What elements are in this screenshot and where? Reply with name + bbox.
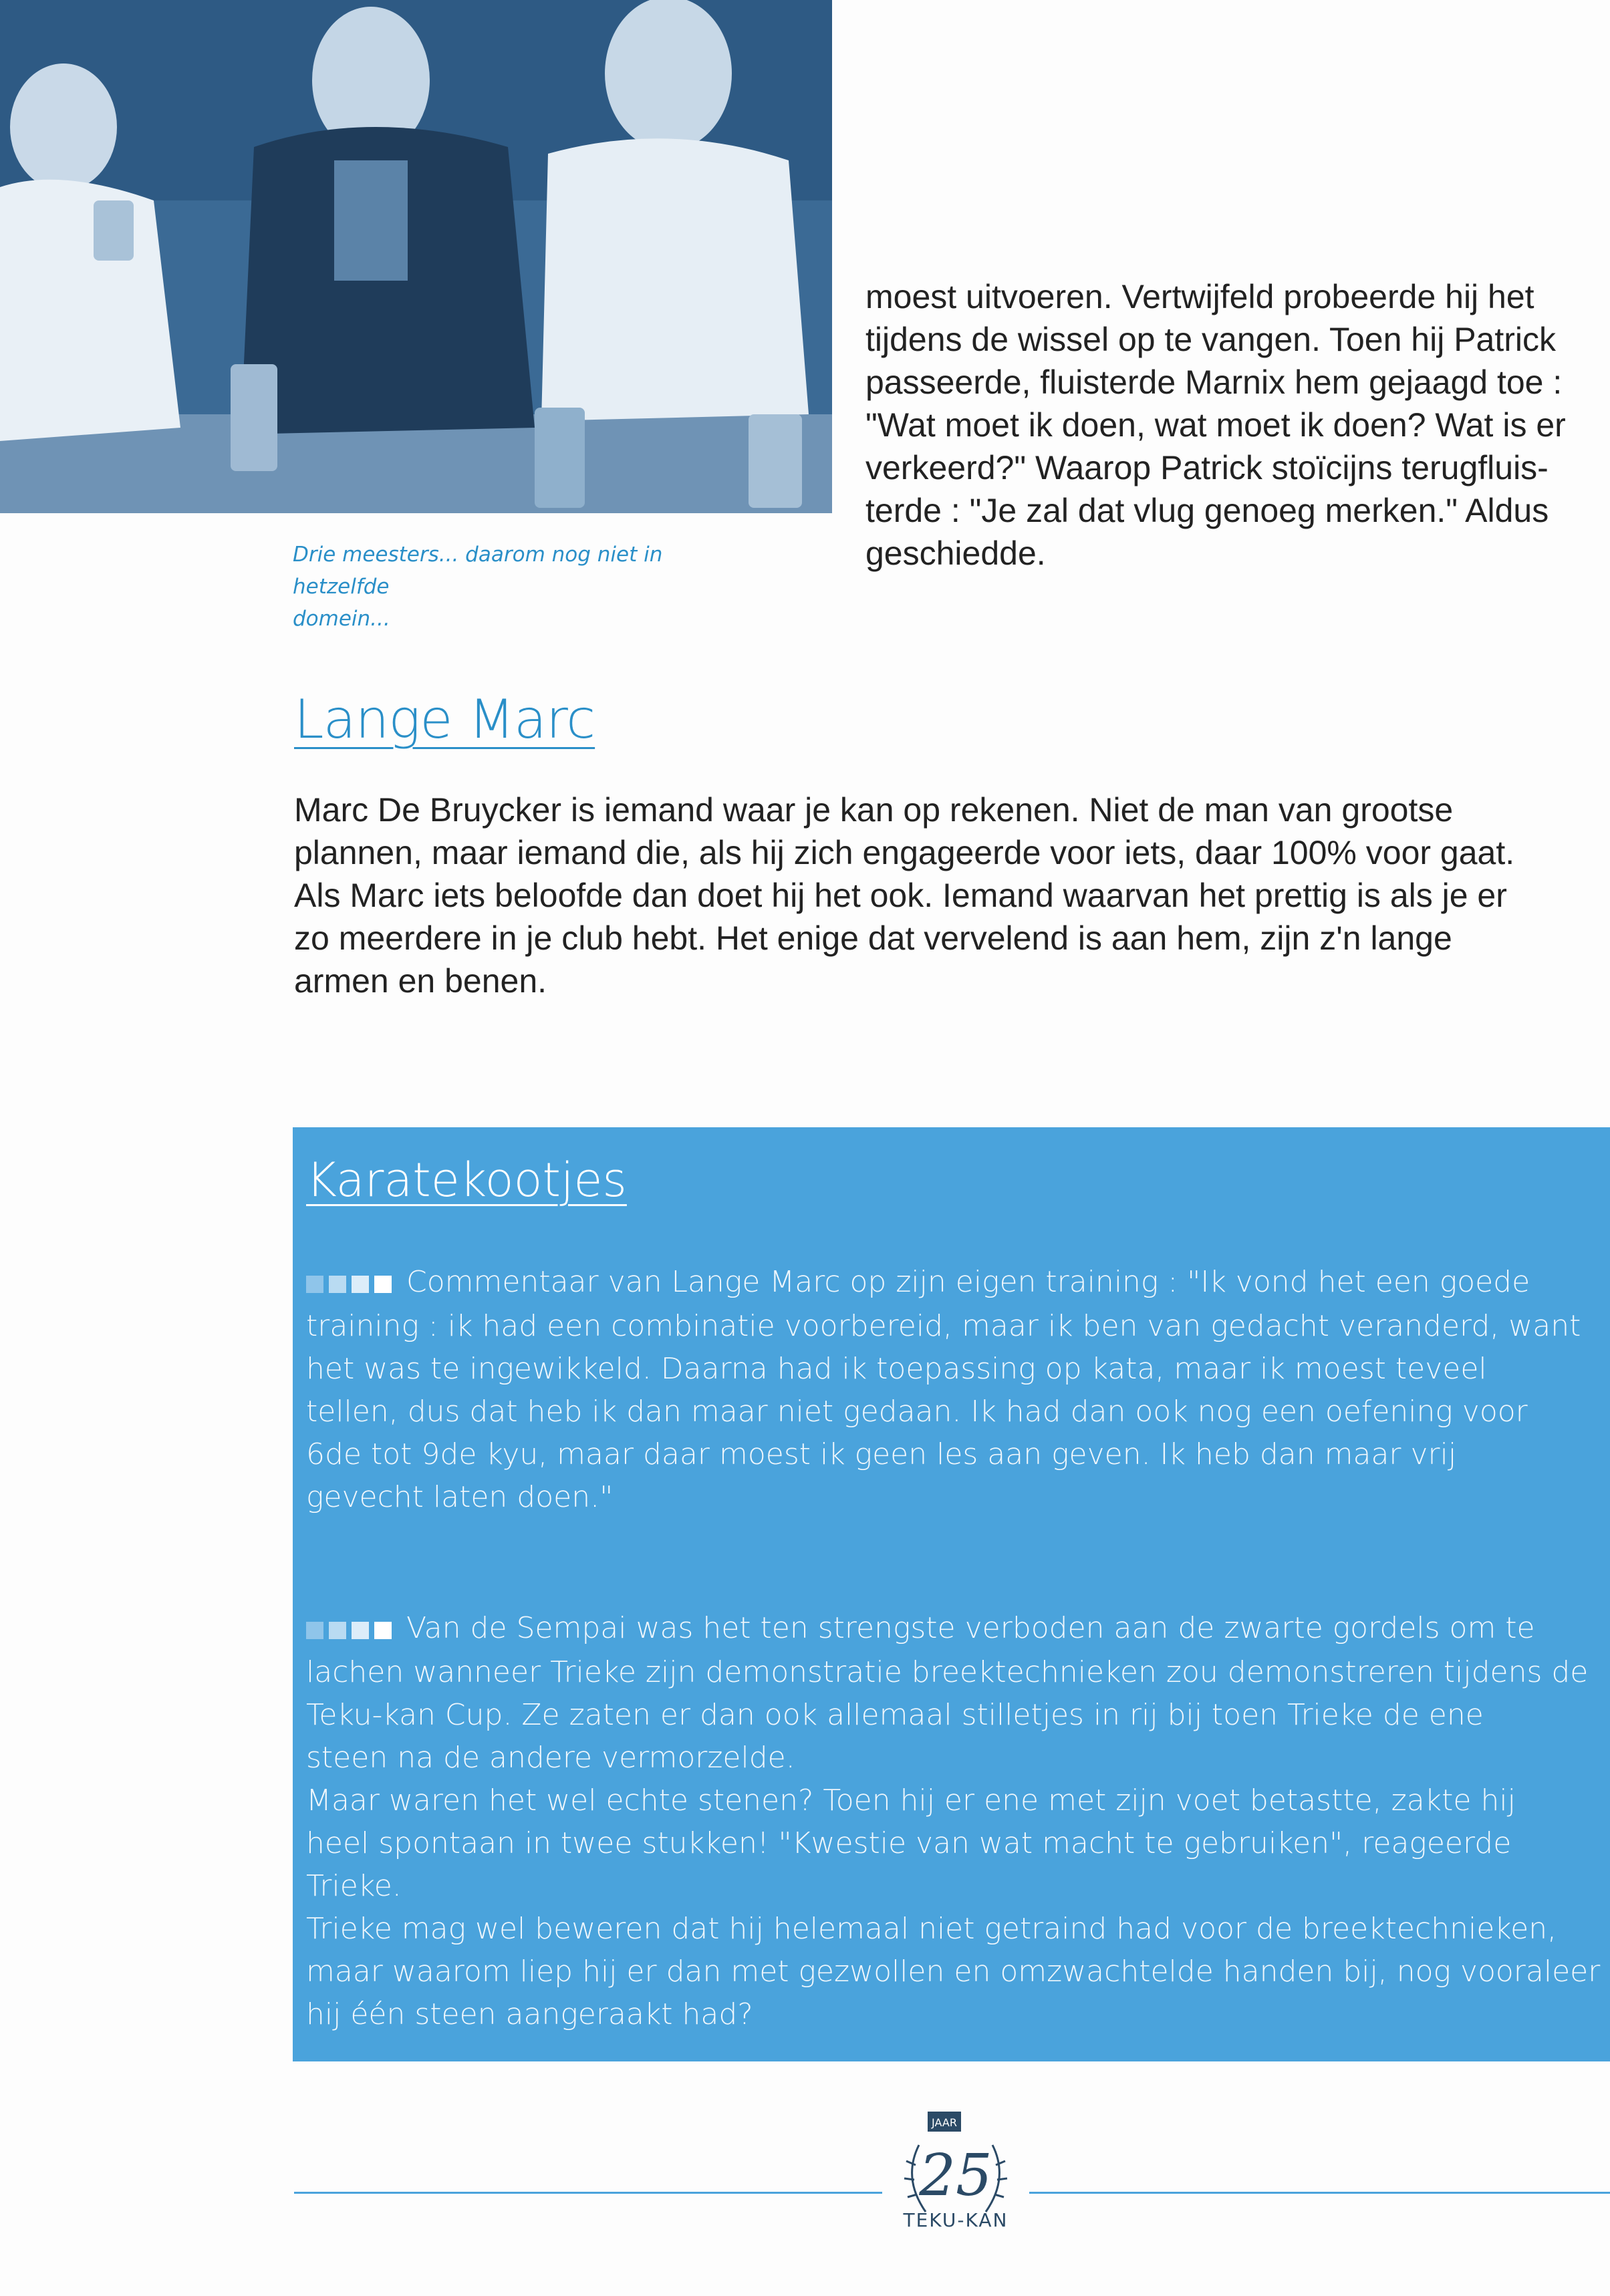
paragraph-line: training : ik had een combinatie voorbereid, maar ik ben van gedacht veranderd, want [306, 1309, 1581, 1343]
logo-number: 25 [919, 2142, 992, 2209]
story-line: "Wat moet ik doen, wat moet ik doen? Wat is er [865, 406, 1566, 444]
paragraph-line: Commentaar van Lange Marc op zijn eigen training : "Ik vond het een goede [406, 1265, 1530, 1299]
paragraph-line: tellen, dus dat heb ik dan maar niet gedaan. Ik had dan ook nog een oefening voor [306, 1395, 1528, 1429]
marc-line: Als Marc iets beloofde dan doet hij het ook. Iemand waarvan het prettig is als je er [294, 877, 1507, 914]
paragraph-line: Trieke mag wel beweren dat hij helemaal niet getraind had voor de breektechnieken, [306, 1912, 1557, 1946]
karatekootjes-box [293, 1127, 1610, 2061]
bullet-squares-icon [306, 1262, 397, 1305]
paragraph-line: het was te ingewikkeld. Daarna had ik toepassing op kata, maar ik moest teveel [306, 1352, 1487, 1386]
marc-line: plannen, maar iemand die, als hij zich engageerde voor iets, daar 100% voor gaat. [294, 834, 1515, 871]
paragraph-line: steen na de andere vermorzelde. [306, 1741, 795, 1775]
marc-line: Marc De Bruycker is iemand waar je kan op rekenen. Niet de man van grootse [294, 791, 1454, 829]
paragraph-line: Maar waren het wel echte stenen? Toen hij er ene met zijn voet betastte, zakte hij [306, 1783, 1516, 1818]
footer-rule-right [1029, 2192, 1610, 2194]
paragraph-line: Teku-kan Cup. Ze zaten er dan ook allemaal stilletjes in rij bij toen Trieke de ene [306, 1698, 1484, 1732]
story-line: tijdens de wissel op te vangen. Toen hij Patrick [865, 321, 1557, 358]
paragraph-line: maar waarom liep hij er dan met gezwollen en omzwachtelde handen bij, nog vooraleer [306, 1955, 1601, 1989]
karatekootjes-paragraph-1 [306, 1261, 1603, 1519]
bullet-squares-icon [306, 1608, 397, 1651]
logo-jaar: JAAR [932, 2116, 957, 2129]
lange-marc-text [294, 788, 1610, 1002]
story-line: terde : "Je zal dat vlug genoeg merken." Aldus [865, 492, 1549, 529]
photo-three-masters [0, 0, 832, 513]
photo-caption [293, 539, 761, 635]
story-continued [865, 275, 1610, 575]
paragraph-line: Trieke. [306, 1869, 402, 1903]
section-heading-lange-marc: Lange Marc [294, 688, 595, 750]
footer-rule-left [294, 2192, 882, 2194]
story-line: geschiedde. [865, 535, 1046, 572]
logo-name: TEKU-KAN [903, 2209, 1009, 2231]
caption-line: domein... [293, 607, 390, 631]
marc-line: zo meerdere in je club hebt. Het enige dat vervelend is aan hem, zijn z'n lange [294, 919, 1452, 957]
paragraph-line: Van de Sempai was het ten strengste verboden aan de zwarte gordels om te [406, 1611, 1535, 1645]
karatekootjes-title: Karatekootjes [306, 1153, 627, 1207]
paragraph-line: heel spontaan in twee stukken! "Kwestie van wat macht te gebruiken", reageerde [306, 1826, 1512, 1860]
story-line: moest uitvoeren. Vertwijfeld probeerde hij het [865, 278, 1534, 315]
marc-line: armen en benen. [294, 962, 547, 1000]
paragraph-line: hij één steen aangeraakt had? [306, 1997, 753, 2031]
story-line: verkeerd?" Waarop Patrick stoïcijns terugfluis- [865, 449, 1549, 486]
paragraph-line: lachen wanneer Trieke zijn demonstratie breektechnieken zou demonstreren tijdens de [306, 1655, 1589, 1689]
paragraph-line: gevecht laten doen." [306, 1480, 614, 1514]
story-line: passeerde, fluisterde Marnix hem gejaagd toe : [865, 364, 1563, 401]
karatekootjes-paragraph-2 [306, 1607, 1603, 2036]
caption-line: Drie meesters... daarom nog niet in hetzelfde [293, 543, 663, 599]
paragraph-line: 6de tot 9de kyu, maar daar moest ik geen les aan geven. Ik heb dan maar vrij [306, 1437, 1457, 1471]
